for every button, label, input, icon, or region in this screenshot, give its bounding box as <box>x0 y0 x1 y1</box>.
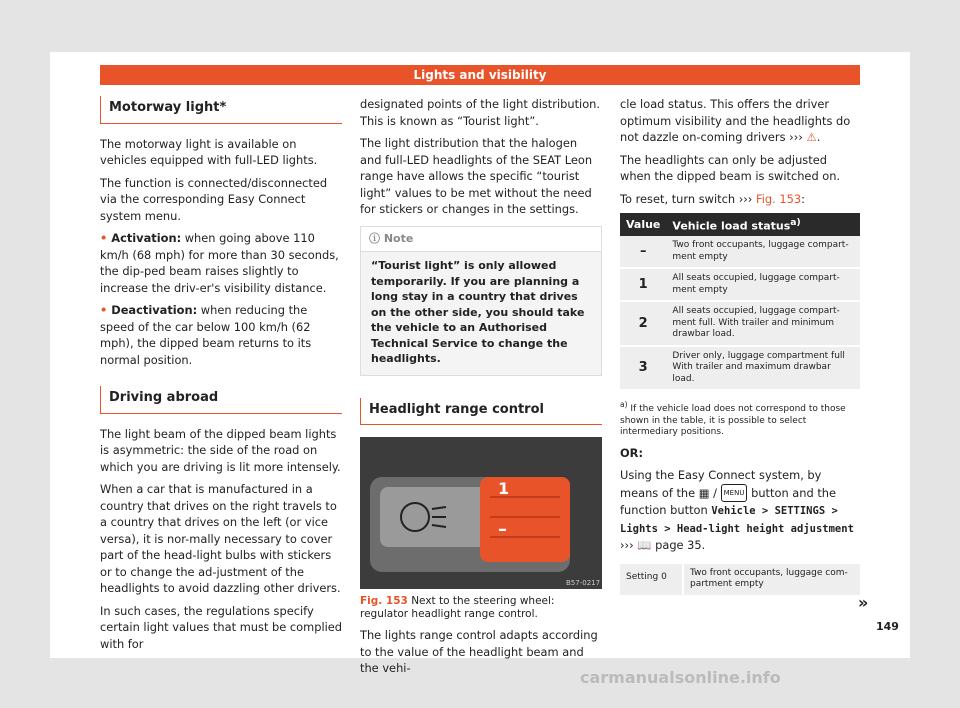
book-icon: 📖 <box>637 538 652 553</box>
paragraph: The lights range control adapts according to the value of the headlight beam and the vehi- <box>360 628 598 675</box>
paragraph: The light beam of the dipped beam lights is asymmetric: the side of the road on which you are driving is lit more intensely. <box>100 426 341 474</box>
section-banner: Lights and visibility <box>100 65 860 85</box>
info-icon: ⓘ <box>369 231 384 245</box>
table-row: 2 All seats occupied, luggage compart-ment full. With trailer and minimum drawbar load. <box>620 301 860 346</box>
paragraph: Using the Easy Connect system, by means of the ▦ / MENU button and the function button Vehicle > SETTINGS > Lights > Head-light height adjustment ››› 📖 page 35. <box>620 468 854 553</box>
table-header-row: Value Vehicle load status$^{a)}$ <box>620 213 860 236</box>
page-ref[interactable]: page 35. <box>655 538 706 553</box>
headlight-regulator-illustration <box>360 437 602 589</box>
paragraph: The motorway light is available on vehicles equipped with full-LED lights. <box>100 136 318 167</box>
paragraph: cle load status. This offers the driver optimum visibility and the headlights do not dazzle on-coming drivers ››› ⚠. <box>620 97 851 144</box>
bullet-icon: • <box>100 303 112 317</box>
table-row: 3 Driver only, luggage compartment full With trailer and maximum drawbar load. <box>620 346 860 391</box>
fig-link[interactable]: Fig. 153 <box>755 191 802 206</box>
watermark: carmanualsonline.info <box>580 668 781 687</box>
or-label: OR: <box>620 445 644 460</box>
paragraph: In such cases, the regulations specify certain light values that must be complied with for <box>100 603 343 651</box>
load-status-table <box>620 213 860 391</box>
setting-value: Two front occupants, luggage com-partment empty <box>682 564 860 595</box>
figure-code: B57-0217 <box>566 579 601 587</box>
note-box <box>360 226 602 376</box>
warning-icon: ⚠ <box>806 130 817 144</box>
paragraph: To reset, turn switch ››› Fig. 153: <box>620 191 805 206</box>
setting-table <box>620 564 860 595</box>
home-grid-icon: ▦ <box>698 485 710 500</box>
heading-motorway-light: Motorway light* <box>100 96 342 124</box>
heading-headlight-range: Headlight range control <box>360 398 602 426</box>
menu-path: Vehicle > SETTINGS > Lights > Head-light height adjustment <box>620 505 854 535</box>
column-1 <box>100 96 342 658</box>
paragraph: The function is connected/disconnected via the corresponding Easy Connect system menu. <box>100 175 328 223</box>
deactivation-item: • Deactivation: when reducing the speed of the car below 100 km/h (62 mph), the dipped beam returns to its normal position. <box>100 303 312 367</box>
figure-153 <box>360 437 602 589</box>
bullet-icon: • <box>100 231 112 245</box>
column-2 <box>360 96 602 683</box>
heading-driving-abroad: Driving abroad <box>100 386 342 414</box>
setting-key: Setting 0 <box>626 571 667 582</box>
page-number: 149 <box>876 620 899 633</box>
paragraph: When a car that is manufactured in a country that drives on the right travels to a country that drives on the left (or vice versa), it is nor-mally necessary to cover part of the head-light bulbs with stickers or to change the ad-justment of the headlights to avoid dazzling other drivers. <box>100 482 341 595</box>
footnote: $^{a)}$ If the vehicle load does not correspond to those shown in the table, it is possible to select intermediary positions. <box>620 400 846 438</box>
paragraph: The headlights can only be adjusted when the dipped beam is switched on. <box>620 152 841 183</box>
note-header: ⓘ Note <box>361 227 601 253</box>
paragraph: The light distribution that the halogen and full-LED headlights of the SEAT Leon range have allows the specific “tourist light” values to be met without the need for stickers or changes in the settings. <box>360 136 593 216</box>
menu-button-icon: MENU <box>721 484 748 503</box>
continue-chevron: » <box>858 593 869 612</box>
note-text: “Tourist light” is only allowed temporarily. If you are planning a long stay in a country that drives on the other side, you should take the vehicle to an Authorised Technical Service to change the headlights. <box>371 259 585 365</box>
table-row: 1 All seats occupied, luggage compart-ment empty <box>620 268 860 301</box>
slider-label-dash: – <box>498 519 507 540</box>
activation-item: • Activation: when going above 110 km/h (68 mph) for more than 30 seconds, the dip-ped beam raises slightly to increase the driv-er's visibility distance. <box>100 231 339 295</box>
slider-label-1: 1 <box>498 479 510 498</box>
column-3 <box>620 96 860 595</box>
figure-caption: Fig. 153 Next to the steering wheel: regulator headlight range control. <box>360 595 555 620</box>
table-row: – Two front occupants, luggage compart-ment empty <box>620 236 860 268</box>
paragraph: designated points of the light distribution. This is known as “Tourist light”. <box>360 97 601 128</box>
